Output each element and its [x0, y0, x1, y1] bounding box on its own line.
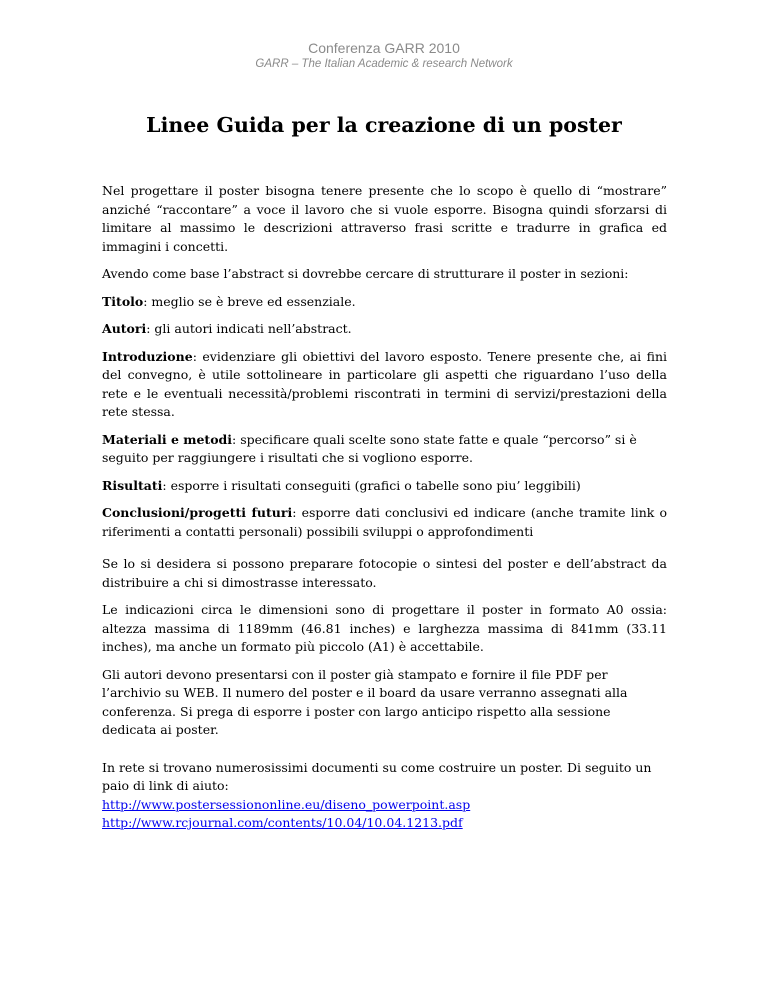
section-text: : gli autori indicati nell’abstract.: [146, 321, 352, 336]
link-postersessiononline[interactable]: http://www.postersessiononline.eu/diseno_powerpoint.asp: [102, 796, 471, 812]
section-text: : meglio se è breve ed essenziale.: [143, 293, 356, 309]
section-label: Introduzione: [102, 348, 193, 364]
section-conclusioni: [102, 504, 667, 541]
section-titolo: [102, 293, 667, 312]
header-title: Conferenza GARR 2010: [308, 40, 460, 56]
structure-paragraph: Avendo come base l’abstract si dovrebbe cercare di strutturare il poster in sezioni:: [102, 266, 629, 281]
document-body: [102, 182, 667, 842]
section-text: : specificare quali scelte sono state fatte e quale “percorso” si è seguito per raggiungere i risultati che si vogliono esporre.: [102, 431, 637, 465]
section-label: Risultati: [102, 477, 163, 493]
dimensions-paragraph: Le indicazioni circa le dimensioni sono di progettare il poster in formato A0 ossia: altezza massima di 1189mm (46.81 inches) e larghezza massima di 841mm (33.11 inches), ma anche un formato più piccolo (A1) è accettabile.: [102, 602, 667, 654]
section-risultati: [102, 477, 667, 496]
section-autori: [102, 320, 667, 339]
intro-paragraph: Nel progettare il poster bisogna tenere presente che lo scopo è quello di “mostrare” anziché “raccontare” a voce il lavoro che si vuole esporre. Bisogna quindi sforzarsi di limitare al massimo le descrizioni attraverso frasi scritte e tradurre in grafica ed immagini i concetti.: [102, 183, 667, 254]
section-text: : evidenziare gli obiettivi del lavoro esposto. Tenere presente che, ai fini del convegno, è utile sottolineare in particolare gli aspetti che riguardano l’uso della rete e le eventuali necessità/problemi riscontrati in termini di servizi/prestazioni della rete stessa.: [102, 348, 667, 419]
resources-paragraph: [102, 759, 667, 833]
section-label: Titolo: [102, 293, 144, 309]
link-rcjournal[interactable]: http://www.rcjournal.com/contents/10.04/10.04.1213.pdf: [102, 815, 463, 830]
section-text: : esporre dati conclusivi ed indicare (anche tramite link o riferimenti a contatti personali) possibili sviluppi o approfondimenti: [102, 505, 668, 539]
copies-paragraph: Se lo si desidera si possono preparare fotocopie o sintesi del poster e dell’abstract da distribuire a chi si dimostrasse interessato.: [102, 556, 667, 590]
section-materiali-metodi: [102, 431, 667, 468]
resources-text: In rete si trovano numerosissimi documenti su come costruire un poster. Di seguito un paio di link di aiuto:: [102, 759, 652, 793]
document-title: Linee Guida per la creazione di un poster: [146, 113, 622, 137]
section-text: : esporre i risultati conseguiti (grafici o tabelle sono piu’ leggibili): [162, 477, 581, 493]
section-label: Conclusioni/progetti futuri: [102, 505, 293, 520]
header-subtitle: GARR – The Italian Academic & research Network: [255, 58, 513, 70]
section-introduzione: [102, 348, 667, 422]
section-label: Materiali e metodi: [102, 431, 233, 447]
section-label: Autori: [102, 321, 147, 336]
authors-paragraph: Gli autori devono presentarsi con il poster già stampato e fornire il file PDF per l’archivio su WEB. Il numero del poster e il board da usare verranno assegnati alla conferenza. Si prega di esporre i poster con largo anticipo rispetto alla sessione dedicata ai poster.: [102, 666, 628, 737]
